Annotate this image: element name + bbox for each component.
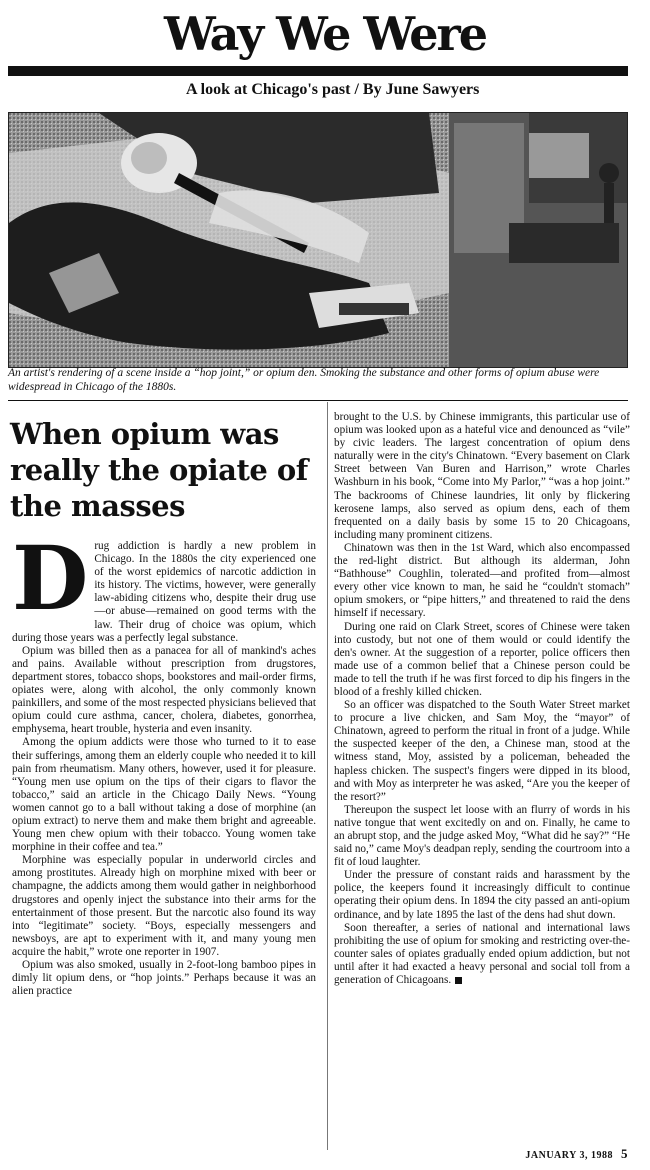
byline: A look at Chicago's past / By June Sawyers <box>186 81 480 98</box>
article-paragraph: Morphine was especially popular in underworld circles and among prostitutes. Already high on morphine mixed with beer or champagne, the addicts among them would gather in neighborhood drugstores and openly inject the substance into their arms for the entertainment of those present. But the narcotic also found its way into “legitimate” society. “Boys, especially messengers and newsboys, are apt to experiment with it, and many young men acquire the habit,” wrote one reporter in 1907. <box>12 854 316 958</box>
article-headline: When opium was really the opiate of the masses <box>10 417 308 523</box>
end-mark-icon <box>455 977 462 984</box>
masthead-title: Way We Were <box>163 7 487 61</box>
issue-date: JANUARY 3, 1988 <box>525 1150 613 1161</box>
column-divider <box>327 402 328 1150</box>
opium-den-illustration <box>8 112 628 368</box>
article-paragraph: Under the pressure of constant raids and harassment by the police, the keepers found it increasingly difficult to continue operating their opium dens. In 1894 the city passed an anti-opium ordinance, and by late 1895 the last of the dens had shut down. <box>334 869 630 921</box>
article-paragraph: So an officer was dispatched to the South Water Street market to procure a live chicken, and Sam Moy, the “mayor” of Chinatown, agreed to perform the ritual in front of a judge. While the suspected keeper of the den, a Chinese man, stood at the witness stand, Moy, assisted by a policeman, beheaded the hapless chicken. The suspect's fingers were dipped in its blood, and with Moy as interpreter he was asked, “Are you the keeper of the resort?” <box>334 699 630 803</box>
article-paragraph: Thereupon the suspect let loose with an flurry of words in his native tongue that went excitedly on and on. Finally, he came to an abrupt stop, and the judge asked Moy, “What did he say?” “He said no,” came Moy's deadpan reply, sending the courtroom into a fit of loud laughter. <box>334 803 630 869</box>
masthead-rule <box>8 66 628 76</box>
article-paragraph-text: Soon thereafter, a series of national and international laws prohibiting the use of opium for smoking and restricting over-the-counter sales of opiates gradually ended opium addiction, but not until after it had exacted a heavy personal and social toll from a generation of Chicagoans. <box>334 921 630 987</box>
article-paragraph: Chinatown was then in the 1st Ward, which also encompassed the red-light district. But although its alderman, John “Bathhouse” Coughlin, tolerated—and profited from—almost every other vice known to man, he said he “couldn't stomach” opium smokers, or “pipe hitters,” and threatened to raid the dens himself if necessary. <box>334 541 630 620</box>
article-paragraph: brought to the U.S. by Chinese immigrants, this particular use of opium was looked upon as a hateful vice and denounced as “vile” by civic leaders. The largest concentration of opium dens naturally were in the city's Chinatown. “Every basement on Clark Street between Van Buren and Harrison,” wrote Charles Washburn in his book, “Come into My Parlor,” “was a hop joint.” The backrooms of Chinese laundries, lit only by flickering kerosene lamps, also served as opium dens, each of them frequented on a daily basis by some 15 to 20 Chicagoans, including many prominent citizens. <box>334 411 630 541</box>
section-rule <box>8 400 628 401</box>
article-paragraph: During one raid on Clark Street, scores of Chinese were taken into custody, but not one of them would or could identify the den's owner. At the suggestion of a reporter, police officers then made use of a common belief that a Chinese person could be made to tell the truth if he was first forced to dip his fingers in the blood of a freshly killed chicken. <box>334 620 630 698</box>
article-column-left <box>12 540 316 1140</box>
article-paragraph: rug addiction is hardly a new problem in Chicago. In the 1880s the city experienced one of the worst epidemics of narcotic addiction in its history. The victims, however, were generally law-abiding citizens who, despite their drug use—or abuse—remained on good terms with the law. Their drug of choice was opium, which during those years was a perfectly legal substance. <box>12 540 316 644</box>
page-number: 5 <box>621 1146 628 1161</box>
article-paragraph: Among the opium addicts were those who turned to it to ease their sufferings, among them an elderly couple who needed it to kill pain from rheumatism. Many others, however, used it for pleasure. “Young men use opium on the tips of their cigars to flavor the tobacco,” said an article in the Chicago Daily News. “Young women cannot go to a ball without taking a dose of morphine (an opium extract) to nerve them and make them bright and agreeable. Young men chew opium with their tobacco. Young women take morphine in their coffee and tea.” <box>12 736 316 854</box>
article-paragraph-last <box>334 922 630 987</box>
photo-caption: An artist's rendering of a scene inside a “hop joint,” or opium den. Smoking the substance and other forms of opium abuse were widespread in Chicago of the 1880s. <box>8 367 600 393</box>
article-paragraph: Opium was billed then as a panacea for all of mankind's aches and pains. Available without prescription from drugstores, department stores, tobacco shops, bookstores and mail-order firms, opiates were, along with alcohol, the only commonly known painkillers, and some of the most respected physicians believed that opium could cure asthma, cancer, cholera, diabetes, gonorrhea, emphysema, heart trouble, hysteria and even insanity. <box>12 644 316 736</box>
drop-cap: D <box>12 540 89 630</box>
page-footer <box>525 1146 628 1162</box>
article-paragraph: Opium was also smoked, usually in 2-foot-long bamboo pipes in dimly lit opium dens, or “hop joints.” Perhaps because it was an alien practice <box>12 959 316 998</box>
article-column-right <box>334 411 630 1147</box>
